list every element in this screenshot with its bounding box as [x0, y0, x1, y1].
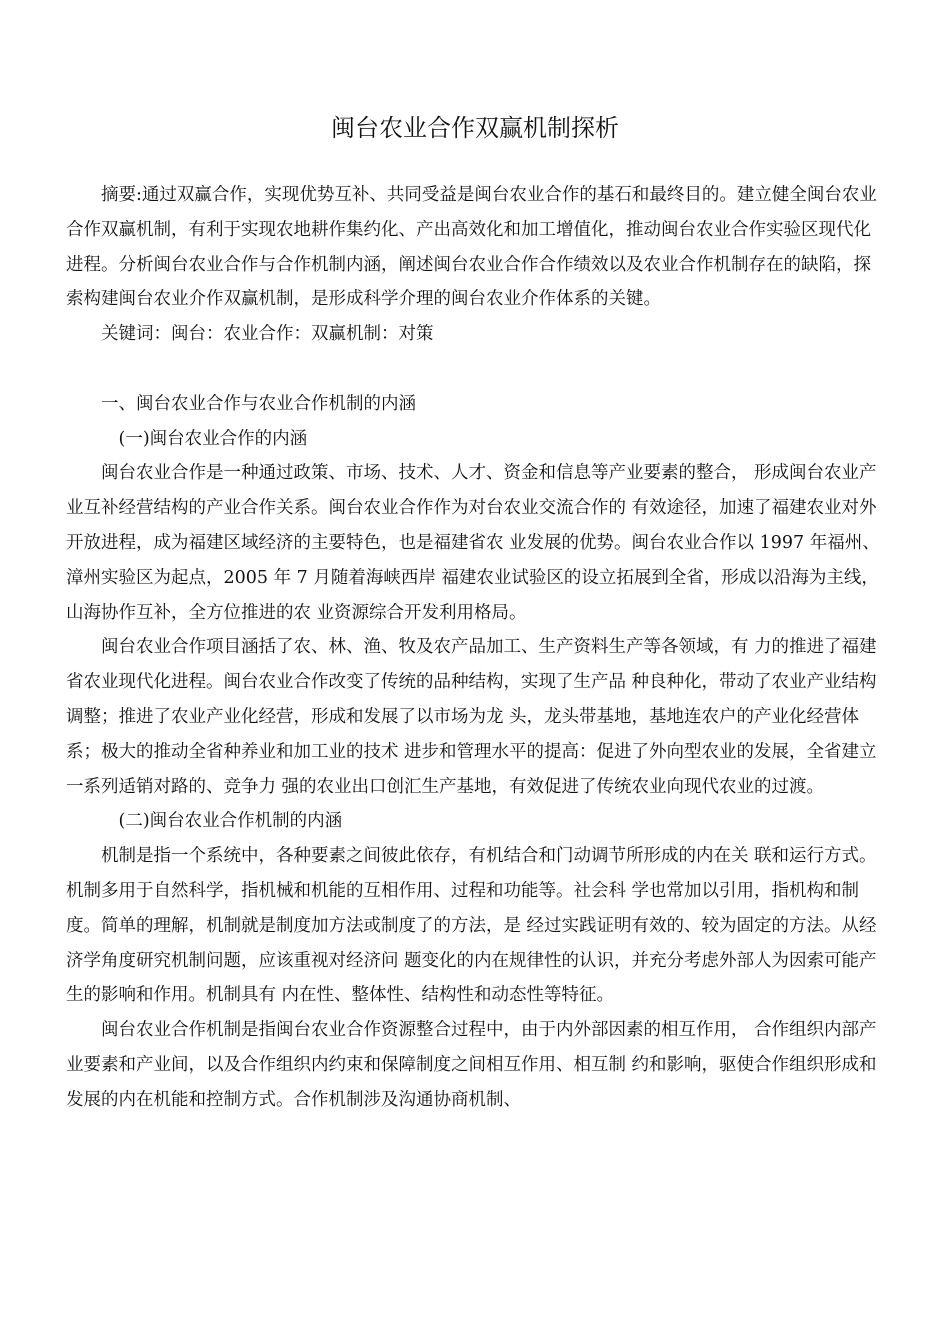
subsection-heading-2: (二)闽台农业合作机制的内涵 — [118, 811, 343, 832]
keywords-line: 关键词：闽台：农业合作：双赢机制：对策 — [101, 324, 434, 345]
document-title: 闽台农业合作双赢机制探析 — [331, 114, 619, 142]
subsection-heading-1: (一)闽台农业合作的内涵 — [118, 428, 308, 449]
body-paragraph-3: 机制是指一个系统中，各种要素之间彼此依存，有机结合和门动调节所形成的内在关 联和运行方式。机制多用于自然科学，指机械和机能的互相作用、过程和功能等。社会科 学也常加以引用，指机构和制度。简单的理解，机制就是制度加方法或制度了的方法，是 经过实践证明有效的、较为固定的方法。从经济学角度研究机制问题，应该重视对经济问 题变化的内在规律性的认识，并充分考虑外部人为因索可能产生的影响和作用。机制具有 内在性、整体性、结构性和动态性等特征。 — [66, 846, 877, 1006]
body-paragraph-1: 闽台农业合作是一种通过政策、市场、技术、人才、资金和信息等产业要素的整合， 形成闽台农业产业互补经营结构的产业合作关系。闽台农业合作作为对台农业交流合作的 有效途径，加速了福建农业对外开放进程，成为福建区域经济的主要特色，也是福建省农 业发展的优势。闽台农业合作以 1997 年福州、漳州实验区为起点，2005 年 7 月随着海峡西岸 福建农业试验区的设立拓展到全省，形成以沿海为主线，山海协作互补，全方位推进的农 业资源综合开发利用格局。 — [66, 463, 880, 623]
abstract-paragraph: 摘要:通过双赢合作，实现优势互补、共同受益是闽台农业合作的基石和最终目的。建立健全闽台农业合作双赢机制，有利于实现农地耕作集约化、产出高效化和加工增值化，推动闽台农业合作实验区现代化进程。分析闽台农业合作与合作机制内涵，阐述闽台农业合作合作绩效以及农业合作机制存在的缺陷，探索构建闽台农业介作双赢机制，是形成科学介理的闽台农业介作体系的关键。 — [66, 185, 877, 310]
blank-line — [66, 352, 888, 387]
body-paragraph-4: 闽台农业合作机制是指闽台农业合作资源整合过程中，由于内外部因素的相互作用， 合作组织内部产业要素和产业间，以及合作组织内约束和保障制度之间相互作用、相互制 约和影响，驱使合作组织形成和发展的内在机能和控制方式。合作机制涉及沟通协商机制、 — [66, 1020, 877, 1110]
body-paragraph-2: 闽台农业合作项目涵括了农、林、渔、牧及农产品加工、生产资料生产等各领域，有 力的推进了福建省农业现代化进程。闽台农业合作改变了传统的品种结构，实现了生产品 种良种化，带动了农业产业结构调整；推进了农业产业化经营，形成和发展了以市场为龙 头，龙头带基地，基地连农户的产业化经营体系；极大的推动全省种养业和加工业的技术 进步和管理水平的提高：促进了外向型农业的发展，全省建立一系列适销对路的、竞争力 强的农业出口创汇生产基地，有效促进了传统农业向现代农业的过渡。 — [66, 637, 877, 797]
section-heading-1: 一、闽台农业合作与农业合作机制的内涵 — [101, 393, 416, 414]
document-body — [66, 178, 888, 1118]
